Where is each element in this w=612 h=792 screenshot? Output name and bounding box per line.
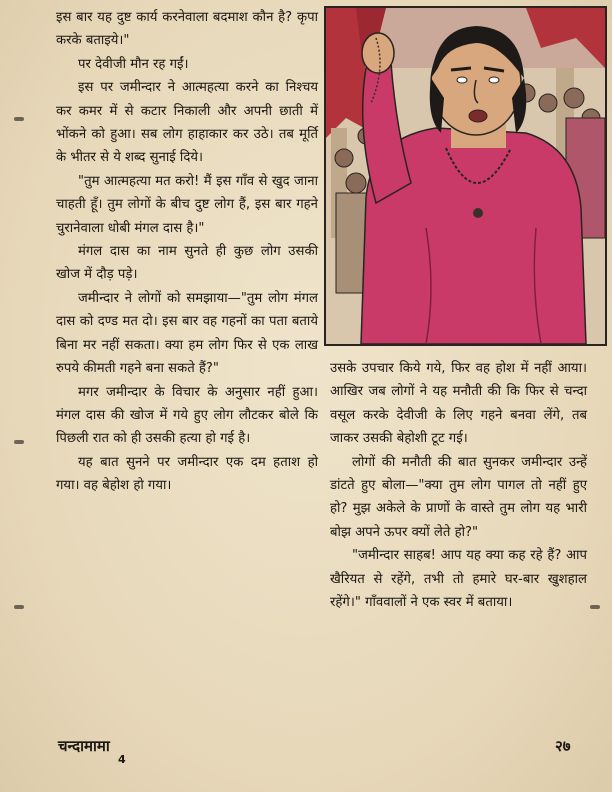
magazine-name: चन्दामामा: [58, 737, 110, 755]
page-number: २७: [555, 737, 571, 755]
paragraph: पर देवीजी मौन रह गईं।: [78, 56, 189, 72]
left-text-column: [56, 6, 318, 498]
paragraph: यह बात सुनने पर जमीन्दार एक दम हताश हो गया। वह बेहोश हो गया।: [56, 454, 318, 494]
margin-mark: [14, 117, 24, 121]
paragraph: "तुम आत्महत्या मत करो! मैं इस गाँव से खुद जाना चाहती हूँ। तुम लोगों के बीच दुष्ट लोग हैं, इस बार गहने चुरानेवाला धोबी मंगल दास है।": [56, 173, 318, 236]
margin-mark: [590, 605, 600, 609]
footer-number: 4: [118, 753, 126, 766]
paragraph: इस बार यह दुष्ट कार्य करनेवाला बदमाश कौन है? कृपा करके बताइये।": [56, 10, 318, 49]
right-text-column: [330, 357, 587, 614]
paragraph: जमीन्दार ने लोगों को समझाया—"तुम लोग मंगल दास को दण्ड मत दो। इस बार वह गहनों का पता बताये बिना मर नहीं सकता। क्या हम लोग फिर से एक लाख रुपये कीमती गहने बना सकते हैं?": [56, 290, 318, 377]
paragraph: उसके उपचार किये गये, फिर वह होश में नहीं आया। आखिर जब लोगों ने यह मनौती की कि फिर से चन्दा वसूल करके देवीजी के लिए गहने बनवा लेंगे, तब जाकर उसकी बेहोशी टूट गई।: [330, 361, 587, 447]
margin-mark: [14, 605, 24, 609]
paragraph: मंगल दास का नाम सुनते ही कुछ लोग उसकी खोज में दौड़ पड़े।: [56, 244, 318, 283]
paragraph: "जमीन्दार साहब! आप यह क्या कह रहे हैं? आप खैरियत से रहेंगे, तभी तो हमारे घर-बार खुशहाल रहेंगे।" गाँववालों ने एक स्वर में बताया।: [330, 548, 587, 611]
paragraph: लोगों की मनौती की बात सुनकर जमीन्दार उन्हें डांटते हुए बोला—"क्या तुम लोग पागल तो नहीं हुए हो? मुझ अकेले के प्राणों के वास्ते तुम लोग यह भारी बोझ अपने ऊपर क्यों लेते हो?": [330, 454, 587, 540]
paragraph: इस पर जमीन्दार ने आत्महत्या करने का निश्चय कर कमर में से कटार निकाली और अपनी छाती में भोंकने को हुआ। सब लोग हाहाकार कर उठे। तब मूर्ति के भीतर से ये शब्द सुनाई दिये।: [56, 80, 318, 166]
paragraph: मगर जमीन्दार के विचार के अनुसार नहीं हुआ। मंगल दास की खोज में गये हुए लोग लौटकर बोले कि पिछली रात को ही उसकी हत्या हो गई है।: [56, 384, 318, 447]
margin-mark: [14, 440, 24, 444]
zamindar-illustration: [324, 6, 607, 346]
